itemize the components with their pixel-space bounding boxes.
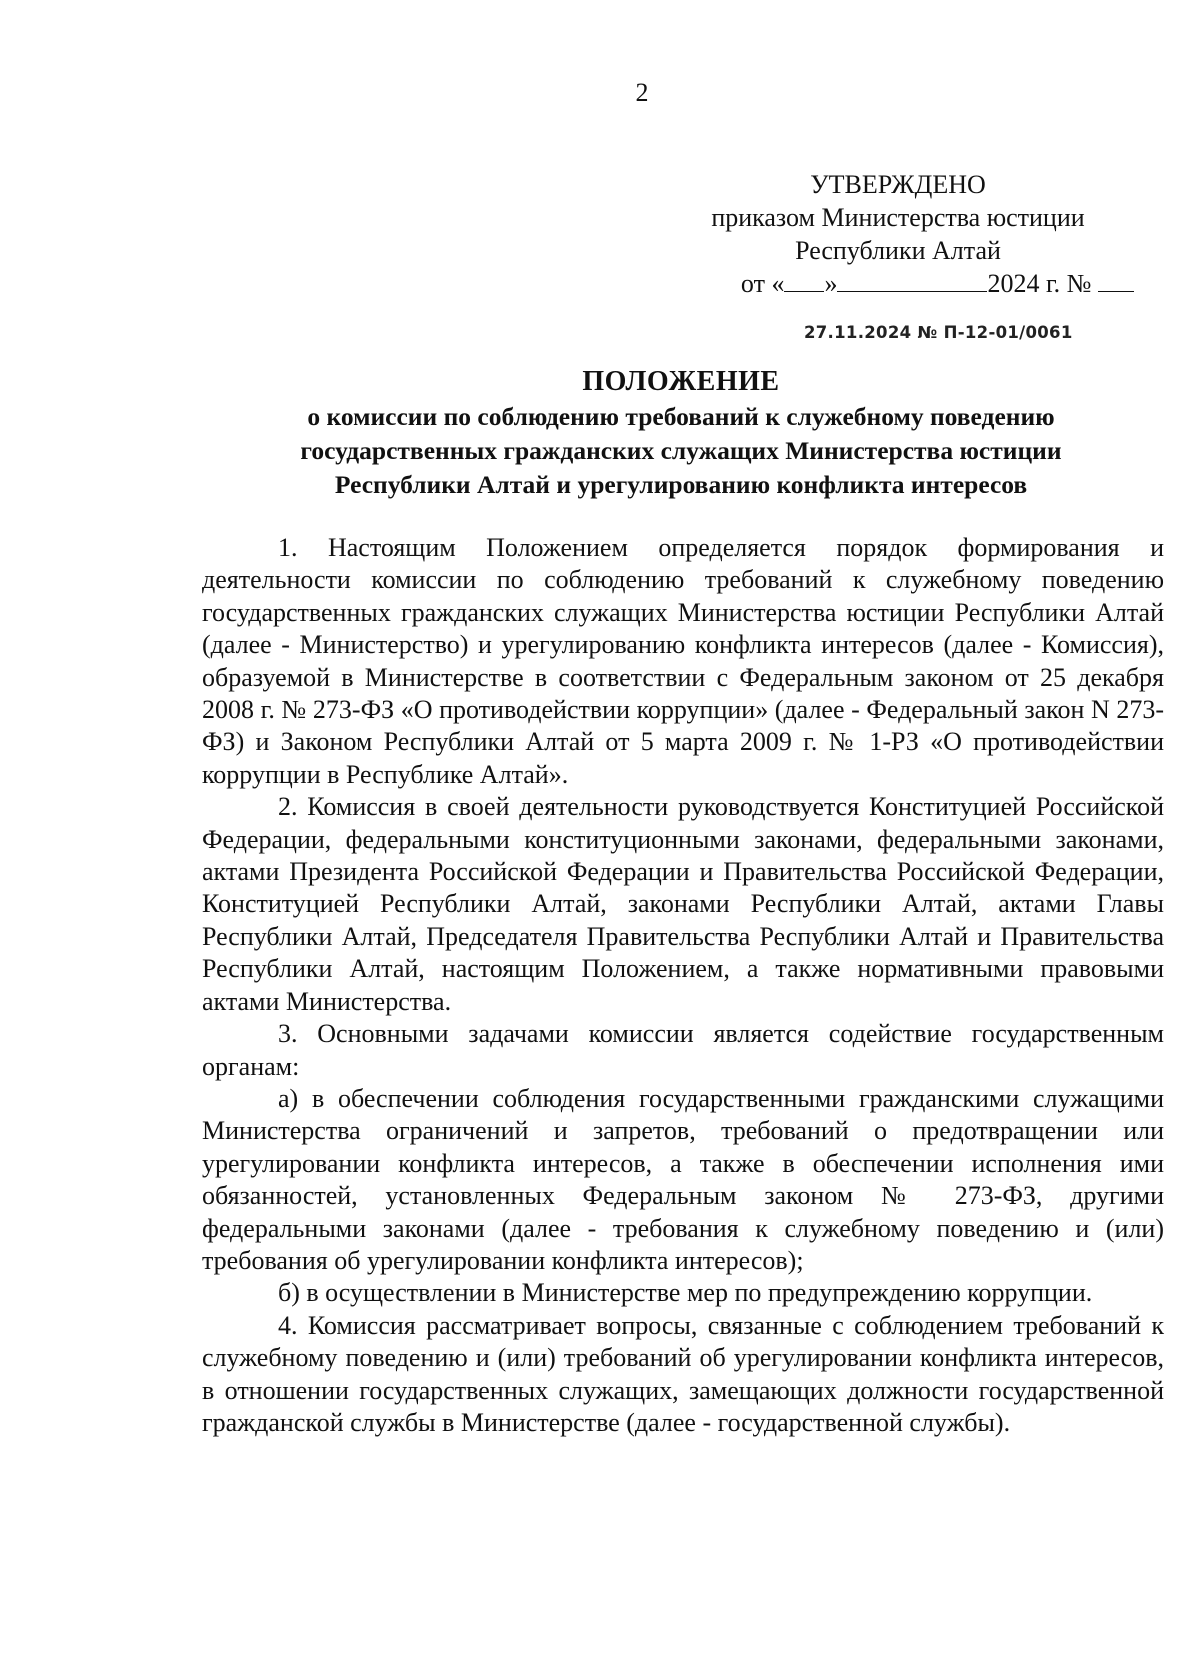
paragraph-3: 3. Основными задачами комиссии является содействие государственным органам: [202, 1019, 1164, 1081]
approval-line-order: приказом Министерства юстиции [711, 203, 1085, 232]
approval-heading: УТВЕРЖДЕНО [810, 170, 986, 199]
day-blank [784, 269, 824, 292]
paragraph-1: 1. Настоящим Положением определяется порядок формирования и деятельности комиссии по соблюдению требований к служебному поведению государственных гражданских служащих Министерства юстиции Республики Алтай (далее - Министерство) и урегулированию конфликта интересов (далее - Комиссия), образуемой в Министерстве в соответствии с Федеральным законом от 25 декабря 2008 г. № 273-ФЗ «О противодействии коррупции» (далее - Федеральный закон N 273-ФЗ) и Законом Республики Алтай от 5 марта 2009 г. № 1-РЗ «О противодействии коррупции в Республике Алтай». [202, 533, 1164, 789]
paragraph-4: 4. Комиссия рассматривает вопросы, связанные с соблюдением требований к служебному поведению и (или) требований об урегулировании конфликта интересов, в отношении государственных служащих, замещающих должности государственной гражданской службы в Министерстве (далее - государственной службы). [202, 1310, 1164, 1437]
number-blank [1098, 269, 1134, 292]
paragraph-2: 2. Комиссия в своей деятельности руководствуется Конституцией Российской Федерации, федеральными конституционными законами, федеральными законами, актами Президента Российской Федерации и Правительства Российской Федерации, Конституцией Республики Алтай, законами Республики Алтай, актами Главы Республики Алтай, Председателя Правительства Республики Алтай и Правительства Республики Алтай, настоящим Положением, а также нормативными правовыми актами Министерства. [202, 792, 1164, 1016]
approval-line-region: Республики Алтай [795, 236, 1001, 265]
approval-date-mid: » [824, 269, 838, 298]
approval-line-date [660, 267, 1136, 300]
registration-stamp: 27.11.2024 № П-12-01/0061 [804, 323, 1073, 342]
title-sub-line-2: государственных гражданских служащих Министерства юстиции [300, 436, 1062, 465]
title-main: ПОЛОЖЕНИЕ [582, 366, 780, 397]
title-sub-line-3: Республики Алтай и урегулированию конфликта интересов [334, 470, 1028, 499]
title-sub-line-1: о комиссии по соблюдению требований к служебному поведению [307, 402, 1055, 431]
paragraph-3b: б) в осуществлении в Министерстве мер по предупреждению коррупции. [278, 1278, 1093, 1308]
document-title [200, 364, 1162, 502]
paragraph-3a: а) в обеспечении соблюдения государственными гражданскими служащими Министерства ограничений и запретов, требований о предотвращении или урегулировании конфликта интересов, а также в обеспечении исполнения ими обязанностей, установленных Федеральным законом № 273-ФЗ, другими федеральными законами (далее - требования к служебному поведению и (или) требования об урегулировании конфликта интересов); [202, 1083, 1164, 1275]
approval-date-year: 2024 г. № [987, 269, 1092, 298]
month-blank [837, 269, 987, 292]
document-body [202, 532, 1164, 1439]
approval-block [660, 168, 1136, 300]
approval-date-prefix: от « [740, 269, 785, 298]
page-number: 2 [635, 78, 649, 107]
